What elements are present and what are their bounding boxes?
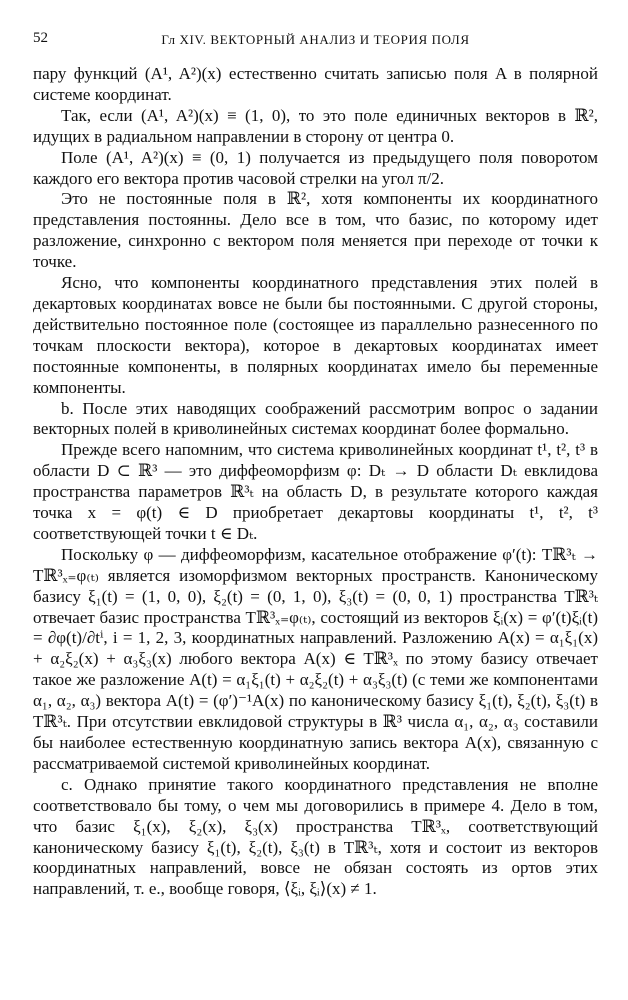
paragraph: Прежде всего напомним, что система криволинейных координат t¹, t², t³ в области D ⊂ ℝ³ — это диффеоморфизм φ: Dₜ → D области Dₜ евклидова пространства параметров ℝ³ₜ на область D, в результате которого каждая точка x = φ(t) ∈ D приобретает декартовы координаты t¹, t², t³ соответствующей точки t ∈ Dₜ. <box>33 440 598 543</box>
paragraph: b. После этих наводящих соображений рассмотрим вопрос о задании векторных полей в криволинейных системах координат более формально. <box>33 398 598 439</box>
page-number: 52 <box>33 30 48 46</box>
paragraph: Так, если (A¹, A²)(x) ≡ (1, 0), то это поле единичных векторов в ℝ², идущих в радиальном направлении в сторону от центра 0. <box>33 105 598 146</box>
paragraph: Поле (A¹, A²)(x) ≡ (0, 1) получается из предыдущего поля поворотом каждого его вектора против часовой стрелки на угол π/2. <box>33 147 598 188</box>
paragraph: c. Однако принятие такого координатного представления не вполне соответствовало бы тому, о чем мы договорились в примере 4. Дело в том, что базис ξ₁(x), ξ₂(x), ξ₃(x) пространства Tℝ³ₓ, соответствующий каноническому базису ξ₁(t), ξ₂(t), ξ₃(t) в Tℝ³ₜ, хотя и состоит из векторов координатных направлений, вовсе не обязан состоять из ортов этих направлений, т. е., вообще говоря, ⟨ξᵢ, ξᵢ⟩(x) ≠ 1. <box>33 774 598 899</box>
paragraph: Поскольку φ — диффеоморфизм, касательное отображение φ′(t): Tℝ³ₜ → Tℝ³ₓ₌φ₍ₜ₎ является изоморфизмом векторных пространств. Каноническому базису ξ₁(t) = (1, 0, 0), ξ₂(t) = (0, 1, 0), ξ₃(t) = (0, 0, 1) пространства Tℝ³ₜ отвечает базис пространства Tℝ³ₓ₌φ₍ₜ₎, состоящий из векторов ξᵢ(x) = φ′(t)ξᵢ(t) = ∂φ(t)/∂tⁱ, i = 1, 2, 3, координатных направлений. Разложению A(x) = α₁ξ₁(x) + α₂ξ₂(x) + α₃ξ₃(x) любого вектора A(x) ∈ Tℝ³ₓ по этому базису отвечает такое же разложение A(t) = α₁ξ₁(t) + α₂ξ₂(t) + α₃ξ₃(t) (с теми же компонентами α₁, α₂, α₃) вектора A(t) = (φ′)⁻¹A(x) по каноническому базису ξ₁(t), ξ₂(t), ξ₃(t) в Tℝ³ₜ. При отсутствии евклидовой структуры в ℝ³ числа α₁, α₂, α₃ составили бы наиболее естественную координатную запись вектора A(x), связанную с рассматриваемой системой криволинейных координат. <box>33 544 598 773</box>
page-header <box>33 30 598 52</box>
running-title: Гл XIV. ВЕКТОРНЫЙ АНАЛИЗ И ТЕОРИЯ ПОЛЯ <box>161 32 470 47</box>
paragraph: Это не постоянные поля в ℝ², хотя компоненты их координатного представления постоянны. Дело все в том, что базис, по которому идет разложение, синхронно с вектором поля меняется при переходе от точки к точке. <box>33 189 598 272</box>
page-body <box>33 64 598 900</box>
paragraph: пару функций (A¹, A²)(x) естественно считать записью поля A в полярной системе координат. <box>33 64 598 104</box>
paragraph: Ясно, что компоненты координатного представления этих полей в декартовых координатах вовсе не были бы постоянными. С другой стороны, действительно постоянное поле (состоящее из параллельно разнесенного по точкам плоскости вектора), которое в декартовых координатах имеет постоянные компоненты, в полярных координатах имело бы переменные компоненты. <box>33 273 598 397</box>
